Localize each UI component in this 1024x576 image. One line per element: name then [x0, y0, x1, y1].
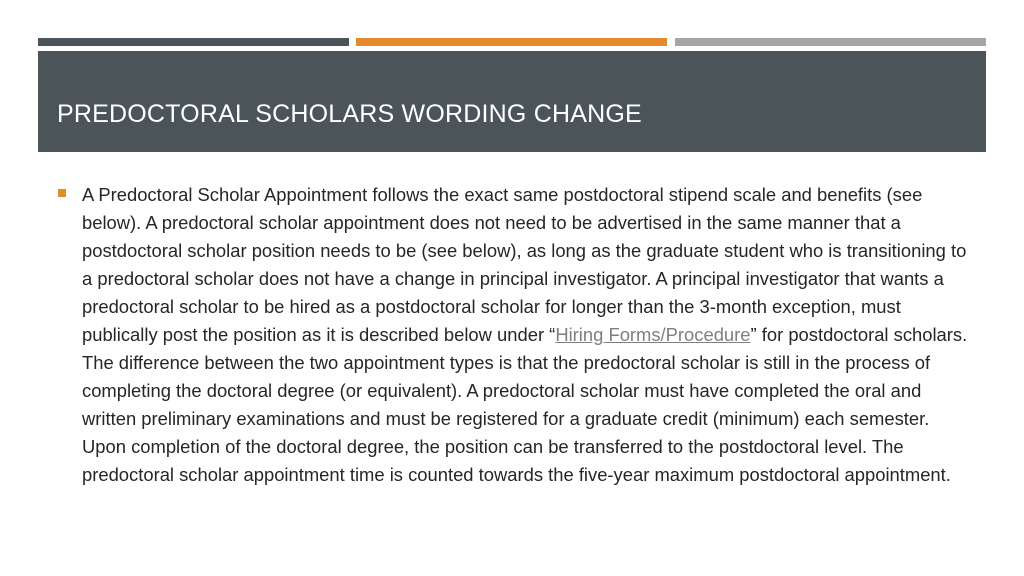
- body-text-after-link: ” for postdoctoral scholars. The difference between the two appointment types is that the predoctoral scholar is still in the process of completing the doctoral degree (or equivalent). A predoctoral scholar must have completed the oral and written preliminary examinations and must be registered for a graduate credit (minimum) each semester. Upon completion of the doctoral degree, the position can be transferred to the postdoctoral level. The predoctoral scholar appointment time is counted towards the five-year maximum postdoctoral appointment.: [82, 324, 968, 485]
- square-bullet-icon: [58, 189, 66, 197]
- decorative-top-bars: [38, 38, 986, 46]
- slide-title: PREDOCTORAL SCHOLARS WORDING CHANGE: [57, 100, 642, 128]
- title-band: [38, 51, 986, 152]
- top-bar-dark: [38, 38, 349, 46]
- body-text-before-link: A Predoctoral Scholar Appointment follows the exact same postdoctoral stipend scale and benefits (see below). A predoctoral scholar appointment does not need to be advertised in the same manner that a postdoctoral scholar position needs to be (see below), as long as the graduate student who is transitioning to a predoctoral scholar does not have a change in principal investigator. A principal investigator that wants a predoctoral scholar to be hired as a postdoctoral scholar for longer than the 3-month exception, must publically post the position as it is described below under “: [82, 184, 967, 345]
- top-bar-orange: [356, 38, 667, 46]
- body-paragraph: [82, 181, 972, 489]
- top-bar-gray: [675, 38, 986, 46]
- hiring-forms-procedure-link[interactable]: Hiring Forms/Procedure: [555, 324, 751, 345]
